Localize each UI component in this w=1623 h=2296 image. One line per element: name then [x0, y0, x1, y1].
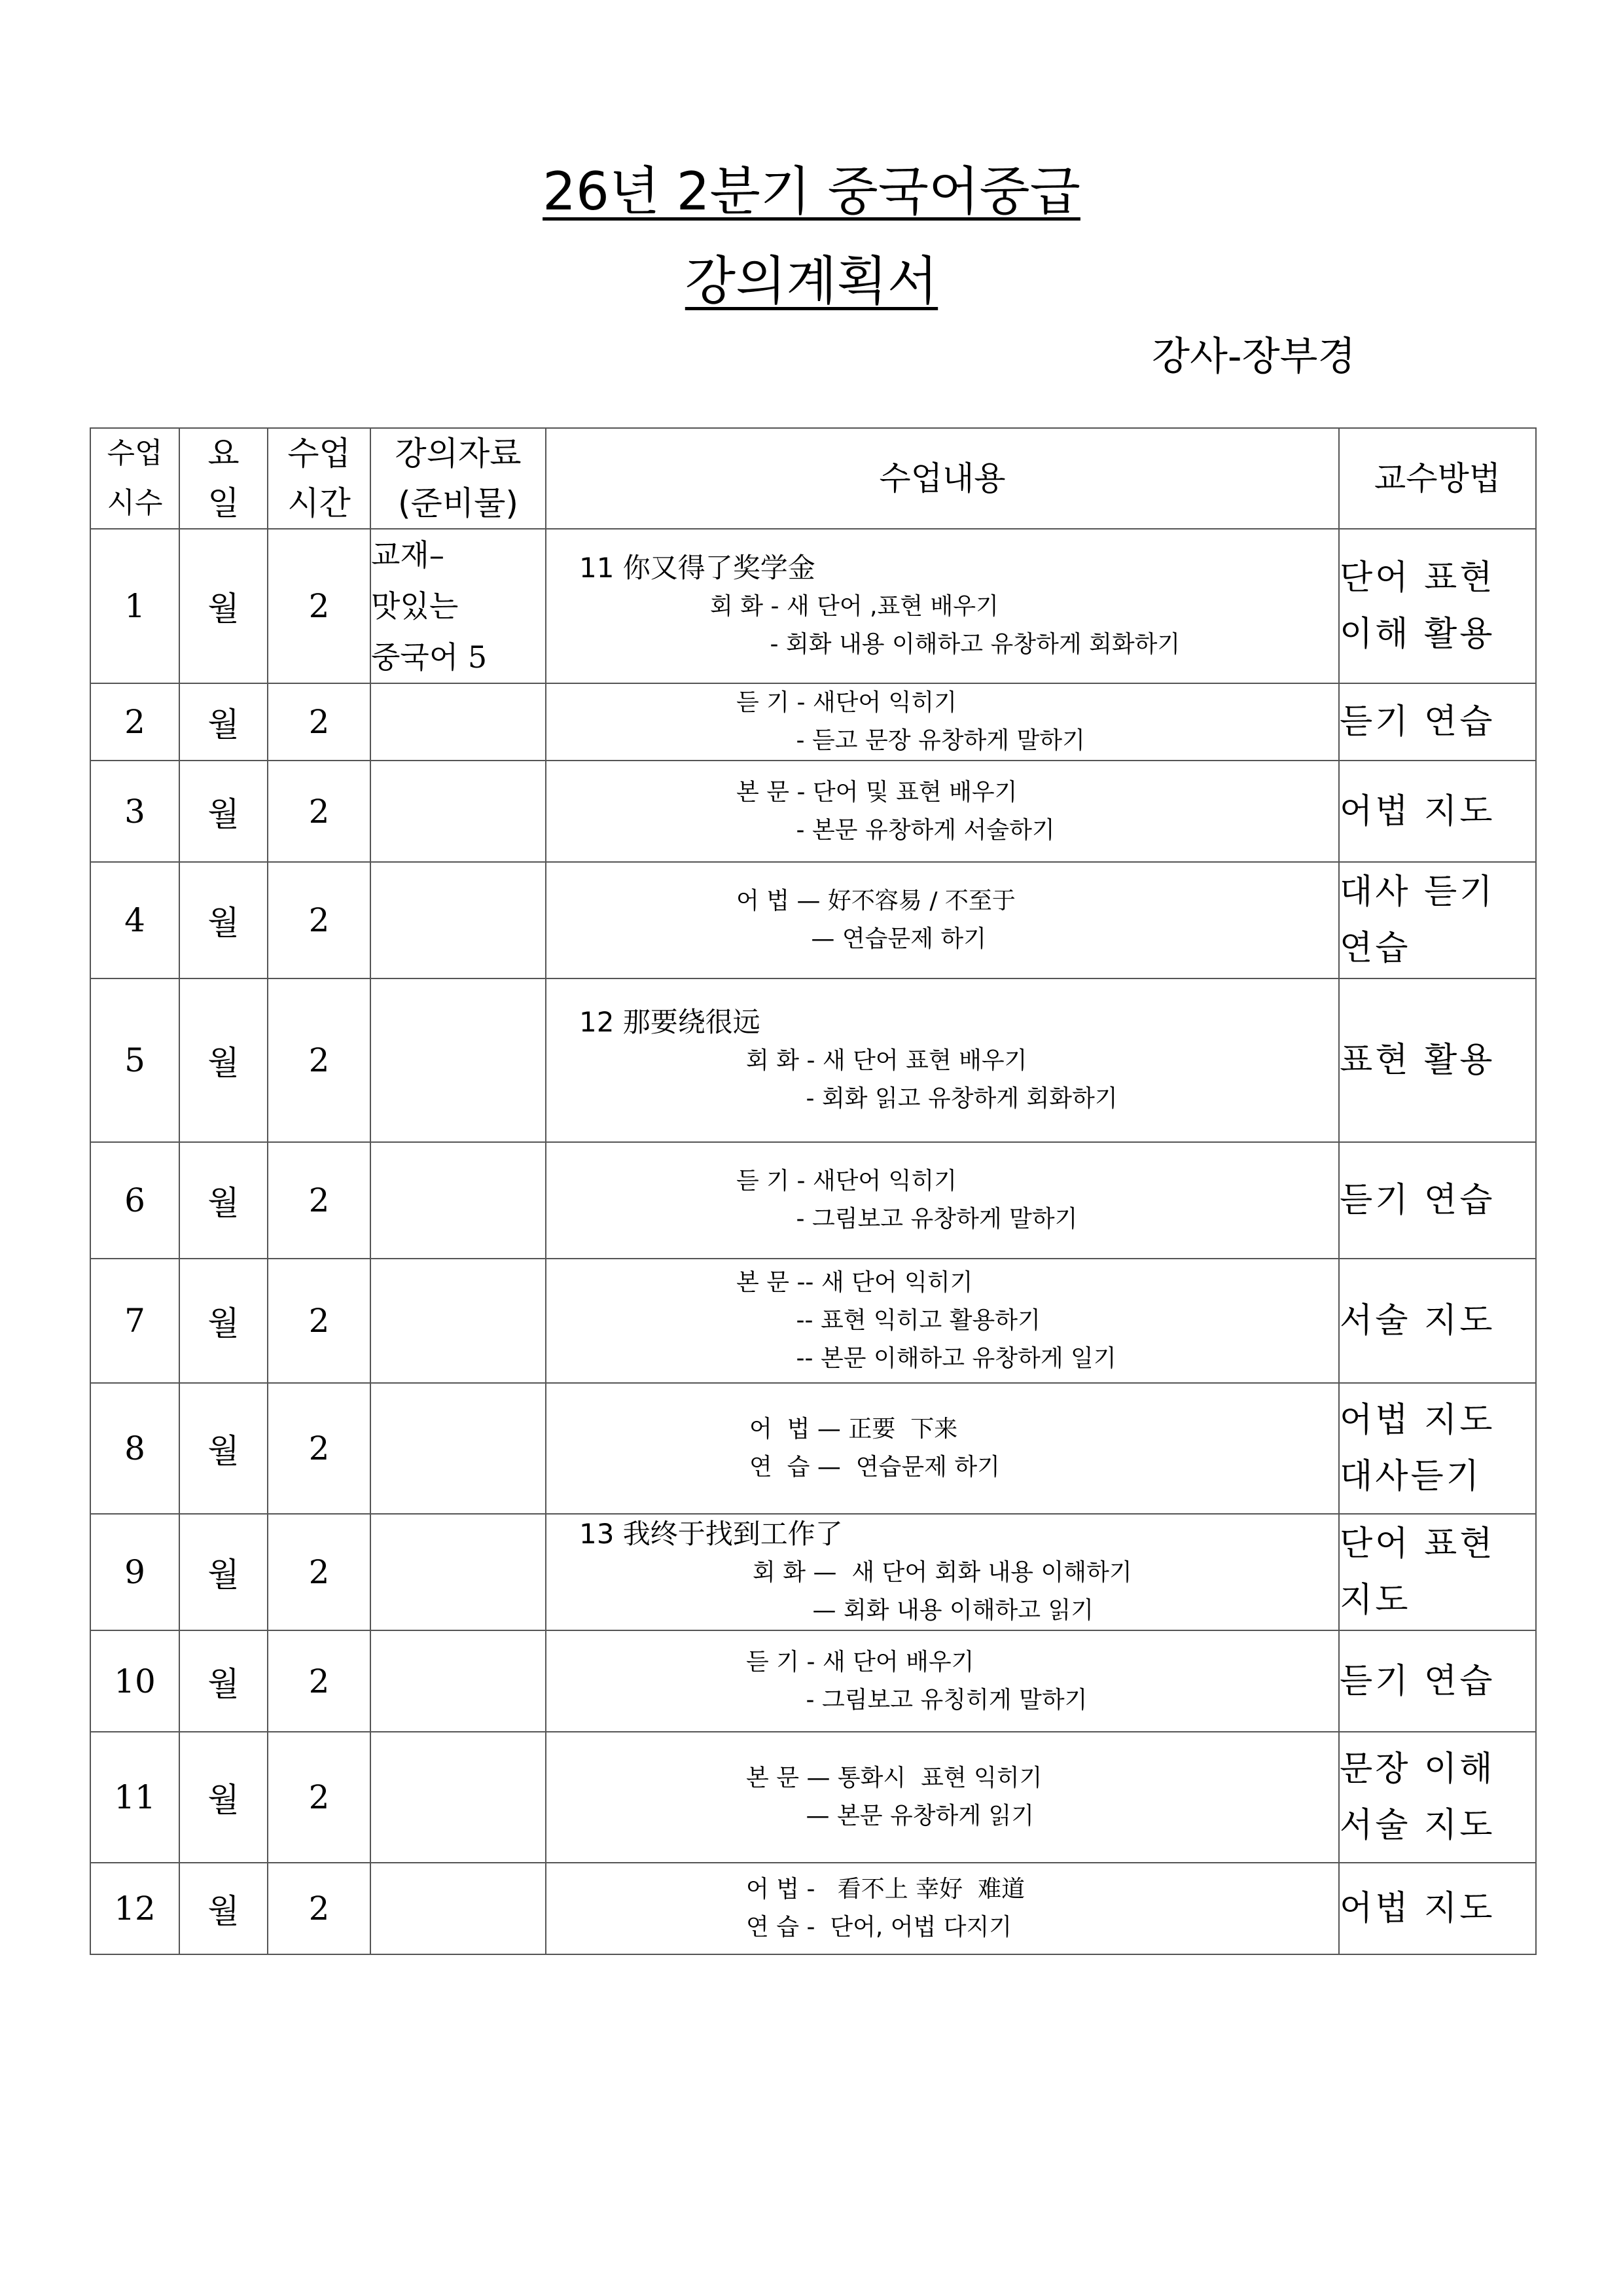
- materials-cell: [370, 1383, 546, 1514]
- teaching-method-line: 문장 이해: [1340, 1749, 1495, 1789]
- teaching-method-line: 어법 지도: [1340, 1889, 1495, 1928]
- teaching-method-line: 듣기 연습: [1340, 1181, 1495, 1220]
- teaching-method-line: 대사 듣기: [1340, 872, 1495, 912]
- session-number: 7: [90, 1259, 179, 1383]
- teaching-method-line: 서술 지도: [1340, 1806, 1495, 1845]
- content-line: 듣 기 - 새단어 익히기: [736, 1168, 957, 1194]
- header-row: [90, 428, 1536, 529]
- class-hours: 2: [268, 978, 370, 1142]
- class-hours: 2: [268, 683, 370, 761]
- materials-cell: [370, 1142, 546, 1259]
- chapter-title: 11 你又得了奖学金: [579, 552, 815, 584]
- session-number: 8: [90, 1383, 179, 1514]
- content-line: 듣 기 - 새 단어 배우기: [746, 1648, 974, 1676]
- content-cell: [546, 529, 1339, 683]
- class-hours: 2: [268, 1732, 370, 1863]
- teaching-method-cell: [1339, 1142, 1536, 1259]
- content-cell: [546, 1142, 1339, 1259]
- day-of-week: 월: [179, 683, 268, 761]
- lecture-plan-table: [90, 427, 1537, 1955]
- session-number: 12: [90, 1863, 179, 1954]
- content-cell: [546, 1630, 1339, 1732]
- content-line: 듣 기 - 새단어 익히기: [736, 689, 957, 716]
- teaching-method-cell: [1339, 1630, 1536, 1732]
- content-cell: [546, 1514, 1339, 1630]
- teaching-method-cell: [1339, 978, 1536, 1142]
- teaching-method-line: 표현 활용: [1340, 1041, 1495, 1080]
- chapter-title: 12 那要绕很远: [579, 1006, 760, 1038]
- table-row: [90, 1383, 1536, 1514]
- teaching-method-cell: [1339, 1514, 1536, 1630]
- class-hours: 2: [268, 529, 370, 683]
- content-line: 어 법 - 看不上 幸好 难道: [746, 1876, 1026, 1903]
- class-hours: 2: [268, 761, 370, 862]
- content-line: - 듣고 문장 유창하게 말하기: [736, 727, 1085, 754]
- materials-cell: [370, 1732, 546, 1863]
- day-of-week: 월: [179, 1732, 268, 1863]
- teaching-method-line: 어법 지도: [1340, 791, 1495, 831]
- day-of-week: 월: [179, 1514, 268, 1630]
- session-number: 11: [90, 1732, 179, 1863]
- class-hours: 2: [268, 1259, 370, 1383]
- header-materials: 강의자료 (준비물): [370, 428, 546, 529]
- table-row: [90, 1863, 1536, 1954]
- content-cell: [546, 1732, 1339, 1863]
- session-number: 9: [90, 1514, 179, 1630]
- materials-cell: [370, 1630, 546, 1732]
- document-title: 26년 2분기 중국어중급: [543, 161, 1080, 222]
- class-hours: 2: [268, 1863, 370, 1954]
- content-cell: [546, 1863, 1339, 1954]
- teaching-method-cell: [1339, 761, 1536, 862]
- table-row: [90, 862, 1536, 978]
- content-line: — 회화 내용 이해하고 읽기: [753, 1597, 1094, 1624]
- session-number: 1: [90, 529, 179, 683]
- class-hours: 2: [268, 862, 370, 978]
- session-number: 4: [90, 862, 179, 978]
- teaching-method-line: 단어 표현: [1340, 558, 1495, 598]
- table-row: [90, 1142, 1536, 1259]
- teaching-method-cell: [1339, 1259, 1536, 1383]
- content-line: 회 화 - 새 단어 표현 배우기: [746, 1047, 1027, 1074]
- day-of-week: 월: [179, 529, 268, 683]
- teaching-method-line: 연습: [1340, 929, 1411, 968]
- content-line: 본 문 -- 새 단어 익히기: [736, 1269, 973, 1296]
- instructor-name: 강사-장부경: [1152, 334, 1356, 380]
- teaching-method-line: 지도: [1340, 1581, 1411, 1620]
- day-of-week: 월: [179, 1383, 268, 1514]
- content-line: 연 습 - 단어, 어법 다지기: [746, 1914, 1012, 1941]
- content-line: - 회화 읽고 유창하게 회화하기: [746, 1085, 1118, 1112]
- teaching-method-line: 듣기 연습: [1340, 702, 1495, 742]
- content-line: — 본문 유창하게 읽기: [746, 1803, 1035, 1829]
- class-hours: 2: [268, 1514, 370, 1630]
- content-line: - 그림보고 유칭히게 말하기: [746, 1686, 1088, 1713]
- chapter-title: 13 我终于找到工作了: [579, 1518, 843, 1550]
- content-line: 어 법 — 正要 下来: [749, 1416, 958, 1443]
- day-of-week: 월: [179, 1863, 268, 1954]
- materials-line: 중국어 5: [371, 639, 488, 675]
- teaching-method-line: 이해 활용: [1340, 615, 1495, 654]
- day-of-week: 월: [179, 761, 268, 862]
- teaching-method-cell: [1339, 529, 1536, 683]
- materials-cell: [370, 1259, 546, 1383]
- content-line: - 본문 유창하게 서술하기: [736, 816, 1055, 844]
- class-hours: 2: [268, 1383, 370, 1514]
- teaching-method-line: 단어 표현: [1340, 1524, 1495, 1564]
- header-session: 수업 시수: [90, 428, 179, 529]
- table-row: [90, 761, 1536, 862]
- content-cell: [546, 1259, 1339, 1383]
- content-cell: [546, 862, 1339, 978]
- session-number: 2: [90, 683, 179, 761]
- content-cell: [546, 683, 1339, 761]
- materials-cell: [370, 683, 546, 761]
- day-of-week: 월: [179, 1142, 268, 1259]
- teaching-method-line: 서술 지도: [1340, 1301, 1495, 1340]
- content-line: 본 문 — 통화시 표현 익히기: [746, 1765, 1043, 1791]
- content-line: -- 표현 익히고 활용하기: [736, 1307, 1041, 1334]
- day-of-week: 월: [179, 1259, 268, 1383]
- materials-cell: [370, 529, 546, 683]
- class-hours: 2: [268, 1142, 370, 1259]
- day-of-week: 월: [179, 1630, 268, 1732]
- content-line: -- 본문 이해하고 유창하게 일기: [736, 1345, 1116, 1372]
- session-number: 6: [90, 1142, 179, 1259]
- session-number: 3: [90, 761, 179, 862]
- materials-cell: [370, 761, 546, 862]
- table-row: [90, 1732, 1536, 1863]
- table-row: [90, 683, 1536, 761]
- materials-line: 맛있는: [371, 588, 459, 624]
- content-cell: [546, 978, 1339, 1142]
- materials-cell: [370, 978, 546, 1142]
- teaching-method-line: 어법 지도: [1340, 1401, 1495, 1440]
- content-cell: [546, 1383, 1339, 1514]
- class-hours: 2: [268, 1630, 370, 1732]
- content-line: — 연습문제 하기: [736, 925, 986, 952]
- header-method: 교수방법: [1339, 428, 1536, 529]
- table-row: [90, 1630, 1536, 1732]
- teaching-method-cell: [1339, 1383, 1536, 1514]
- content-line: 어 법 — 好不容易 / 不至于: [736, 888, 1016, 914]
- teaching-method-line: 듣기 연습: [1340, 1661, 1495, 1701]
- day-of-week: 월: [179, 862, 268, 978]
- table-row: [90, 529, 1536, 683]
- materials-cell: [370, 1863, 546, 1954]
- teaching-method-cell: [1339, 862, 1536, 978]
- content-line: 회 화 - 새 단어 ,표현 배우기: [710, 593, 999, 620]
- content-line: 회 화 — 새 단어 회화 내용 이해하기: [753, 1559, 1132, 1586]
- table-row: [90, 978, 1536, 1142]
- materials-cell: [370, 1514, 546, 1630]
- teaching-method-cell: [1339, 683, 1536, 761]
- content-line: - 그림보고 유창하게 말하기: [736, 1206, 1078, 1232]
- day-of-week: 월: [179, 978, 268, 1142]
- content-cell: [546, 761, 1339, 862]
- materials-cell: [370, 862, 546, 978]
- teaching-method-line: 대사듣기: [1340, 1457, 1482, 1496]
- session-number: 5: [90, 978, 179, 1142]
- document-subtitle: 강의계획서: [685, 251, 938, 312]
- session-number: 10: [90, 1630, 179, 1732]
- content-line: 연 습 — 연습문제 하기: [749, 1454, 1000, 1480]
- content-line: - 회화 내용 이해하고 유창하게 회화하기: [710, 631, 1181, 658]
- table-row: [90, 1259, 1536, 1383]
- header-content: 수업내용: [546, 428, 1339, 529]
- teaching-method-cell: [1339, 1732, 1536, 1863]
- content-line: 본 문 - 단어 및 표현 배우기: [736, 778, 1018, 806]
- header-hours: 수업 시간: [268, 428, 370, 529]
- teaching-method-cell: [1339, 1863, 1536, 1954]
- table-row: [90, 1514, 1536, 1630]
- materials-line: 교재–: [371, 537, 444, 573]
- header-day: 요 일: [179, 428, 268, 529]
